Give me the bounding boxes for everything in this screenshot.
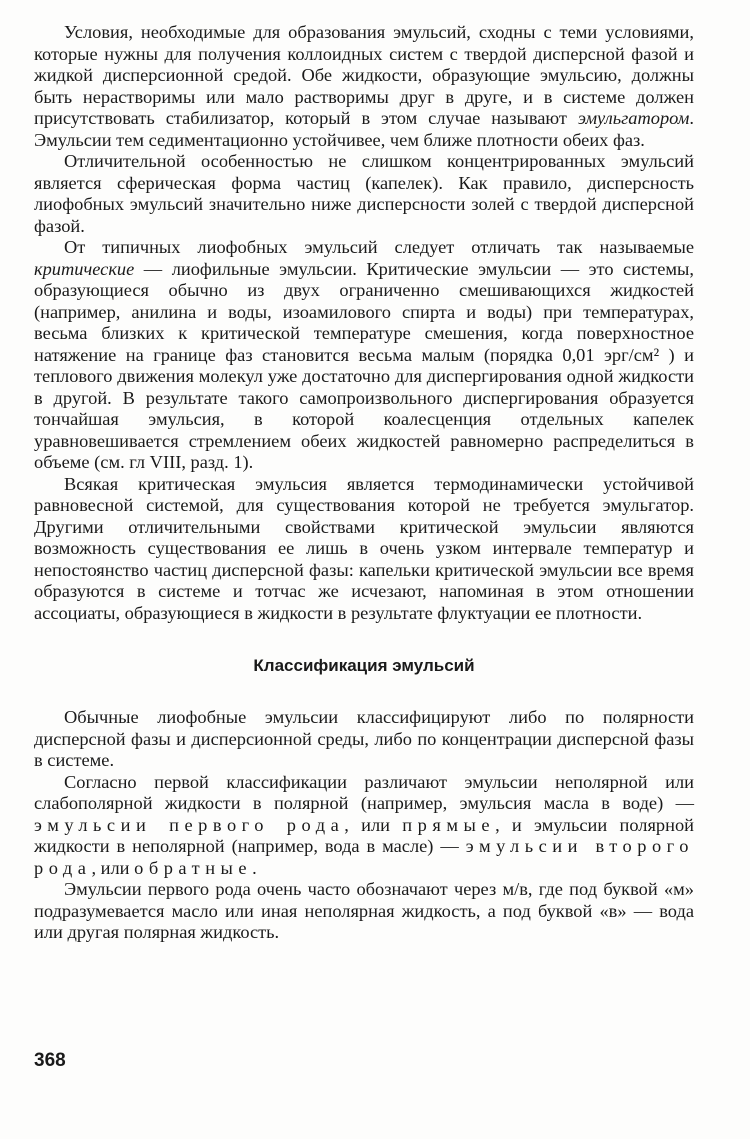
text-segment: Эмульсии первого рода очень часто обозначают через м/в, где под буквой «м» подразумевается масло или иная неполярная жидкость, а под буквой «в» — вода или другая полярная жидкость. [34,879,694,942]
term-direct: прямые [402,814,496,835]
term-first-kind: эмульсии первого рода [34,814,345,835]
text-segment: Согласно первой классификации различают эмульсии неполярной или слабополярной жидкости в полярной (например, эмульсия масла в воде) — [34,771,694,813]
text-segment: Всякая критическая эмульсия является термодинамически устойчивой равновесной системой, для существования которой не требуется эмульгатор. Другими отличительными свойствами критической эмульсии являются возможность существования ее лишь в очень узком интервале температур и непостоянство частиц дисперсной фазы: капельки критической эмульсии все время образуются в системе и тотчас же исчезают, напоминая в этом отношении ассоциаты, образующиеся в жидкости в результате флуктуации ее плотности. [34,473,694,623]
text-segment: От типичных лиофобных эмульсий следует отличать так называемые [64,237,694,257]
text-segment: Отличительной особенностью не слишком концентрированных эмульсий является сферическая форма частиц (капелек). Как правило, дисперсность лиофобных эмульсий значительно ниже дисперсности золей с твердой дисперсной фазой. [34,151,694,236]
text-segment: Условия, необходимые для образования эмульсий, сходны с теми условиями, которые нужны для получения коллоидных систем с твердой дисперсной фазой и жидкой дисперсионной средой. Обе жидкости, образующие эмульсию, должны быть нерастворимы или мало растворимы друг в друге, и в системе должен присутствовать стабилизатор, который в этом случае называют [34,22,694,128]
term-reverse: обратные [134,857,253,878]
text-segment: , или [344,814,403,835]
paragraph-notation [34,879,694,944]
text-segment: , или [91,857,135,878]
section-heading: Классификация эмульсий [253,656,475,675]
text-segment: . Эмульсии тем седиментационно устойчивее, чем ближе плотности обеих фаз. [34,108,694,150]
term-second-kind: эмульсии второго рода [34,836,694,878]
term-emulsifier: эмульгатором [577,108,690,128]
paragraph-emulsion-conditions [34,22,694,151]
paragraph-critical-emulsions [34,237,694,474]
paragraph-particle-shape [34,151,694,237]
text-segment: — лиофильные эмульсии. Критические эмульсии — это системы, образующиеся обычно из двух ограниченно смешивающихся жидкостей (например, анилина и воды, изоамилового спирта и воды) при температурах, весьма близких к критической температуре смешения, когда поверхностное натяжение на границе фаз становится весьма малым (порядка 0,01 эрг/см² ) и теплового движения молекул уже достаточно для диспергирования одной жидкости в другой. В результате такого самопроизвольного диспергирования образуется тончайшая эмульсия, в которой коалесценция отдельных капелек уравновешивается стремлением обеих жидкостей равномерно распределиться в объеме (см. гл VIII, разд. 1). [34,258,694,472]
page-number: 368 [34,1050,66,1071]
text-block [34,22,694,944]
term-critical: критические [34,258,135,279]
paragraph-first-classification [34,772,694,880]
text-segment: Обычные лиофобные эмульсии классифицируют либо по полярности дисперсной фазы и дисперсионной среды, либо по концентрации дисперсной фазы в системе. [34,707,694,770]
text-segment: . [252,857,257,878]
paragraph-classification-basis [34,707,694,772]
paragraph-critical-stability [34,474,694,625]
text-segment: , и эмульсии полярной жидкости в неполярной (например, вода в масле) — [34,814,695,856]
